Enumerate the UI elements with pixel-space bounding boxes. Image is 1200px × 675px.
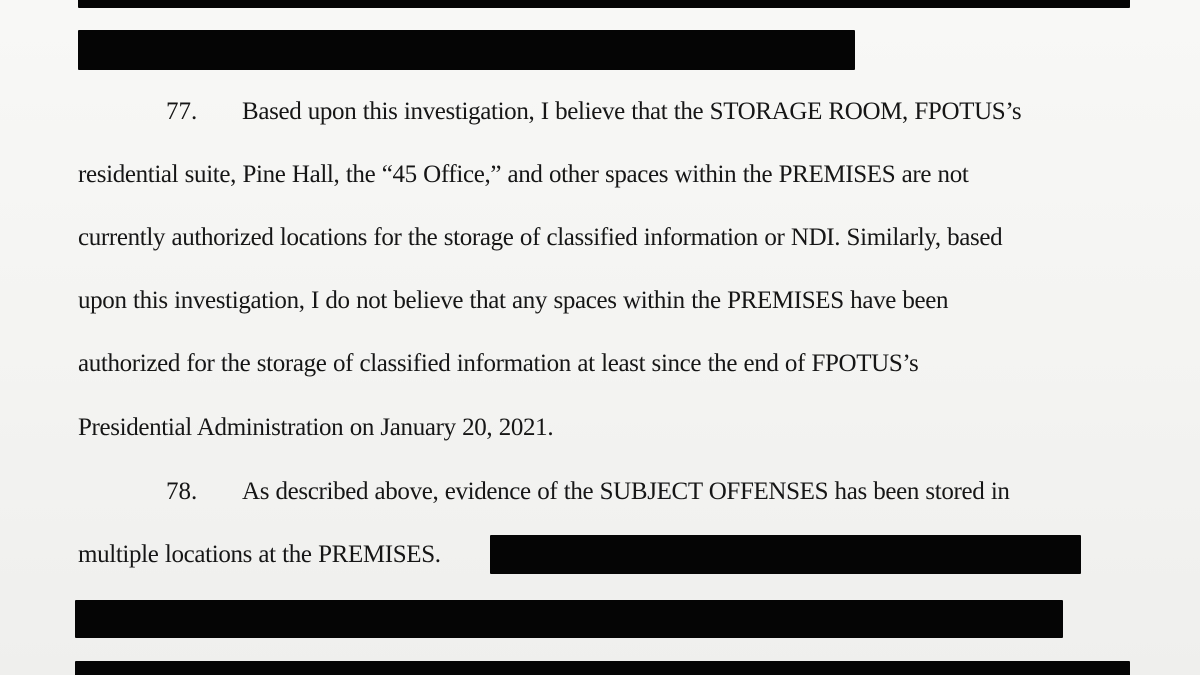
paragraph-77-line-2: residential suite, Pine Hall, the “45 Office,” and other spaces within the PREMISES are not bbox=[78, 161, 969, 188]
paragraph-77-line-6: Presidential Administration on January 20, 2021. bbox=[78, 414, 554, 441]
paragraph-77-line-4: upon this investigation, I do not believe that any spaces within the PREMISES have been bbox=[78, 287, 949, 314]
paragraph-number-77: 77. bbox=[166, 98, 198, 125]
paragraph-78-line-1: As described above, evidence of the SUBJECT OFFENSES has been stored in bbox=[242, 478, 1010, 505]
paragraph-77-line-1: Based upon this investigation, I believe that the STORAGE ROOM, FPOTUS’s bbox=[242, 98, 1022, 125]
redaction-bar-top-2 bbox=[78, 30, 855, 70]
paragraph-78-line-2: multiple locations at the PREMISES. bbox=[78, 541, 441, 568]
redaction-bar-top bbox=[78, 0, 1130, 8]
redaction-bar-bottom-1 bbox=[75, 600, 1063, 638]
paragraph-number-78: 78. bbox=[166, 478, 198, 505]
redaction-bar-inline bbox=[490, 535, 1081, 574]
paragraph-77-line-3: currently authorized locations for the storage of classified information or NDI. Similarly, based bbox=[78, 224, 1003, 251]
paragraph-77-line-5: authorized for the storage of classified information at least since the end of FPOTUS’s bbox=[78, 350, 919, 377]
redaction-bar-bottom-2 bbox=[75, 661, 1130, 675]
